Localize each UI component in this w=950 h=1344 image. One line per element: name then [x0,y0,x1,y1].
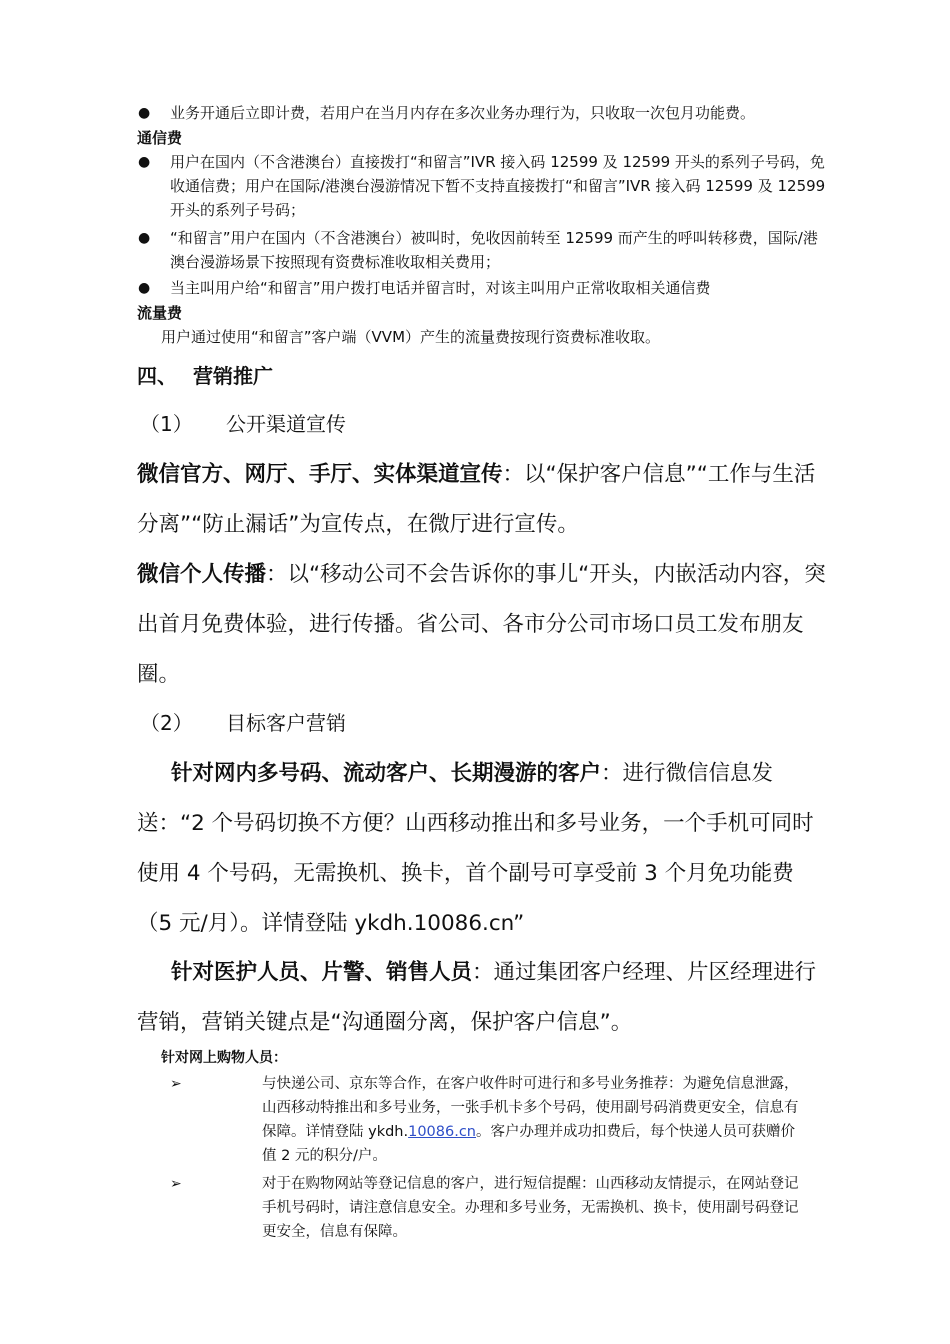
bullet-item [138,276,828,300]
bullet-text: 业务开通后立即计费，若用户在当月内存在多次业务办理行为，只收取一次包月功能费。 [170,104,756,122]
bullet-icon: ● [138,105,151,121]
subsection-number: （1） [140,412,193,436]
bullet-text: 用户在国内（不含港澳台）直接拨打“和留言”IVR 接入码 12599 及 12599 开头的系列子号码，免收通信费；用户在国际/港澳台漫游情况下暂不支持直接拨打“和留言”IVR 接入码 12599 及 12599 开头的系列子号码； [170,153,826,219]
section-number: 四、 [137,364,177,388]
subsection-number: （2） [140,711,193,735]
section-title: 营销推广 [193,364,273,388]
paragraph-lead: 微信官方、网厅、手厅、实体渠道宣传 [137,462,503,487]
arrow-bullet-text: 与快递公司、京东等合作，在客户收件时可进行和多号业务推荐：为避免信息泄露，山西移动特推出和多号业务，一张手机卡多个号码，使用副号码消费更安全，信息有保障。详情登陆 ykdh.10086.cn。客户办理并成功扣费后，每个快递人员可获赠价值 2 元的积分/户。 [262,1076,799,1164]
paragraph [137,749,827,949]
paragraph [137,948,827,1048]
subsection-heading [140,709,346,737]
comm-fee-heading: 通信费 [137,129,183,147]
website-link[interactable]: 10086.cn [408,1124,476,1140]
paragraph-lead: 针对医护人员、片警、销售人员 [171,960,473,985]
bullet-icon: ● [138,280,151,296]
paragraph-lead: 微信个人传播 [137,562,267,587]
bullet-item [138,150,828,222]
online-shopper-heading: 针对网上购物人员： [161,1050,287,1066]
bullet-icon: ● [138,230,151,246]
subsection-title: 公开渠道宣传 [226,412,346,436]
section-heading [137,362,273,390]
data-fee-text: 用户通过使用“和留言”客户端（VVM）产生的流量费按现行资费标准收取。 [161,328,661,346]
bullet-item [138,226,828,274]
bullet-icon: ● [138,154,151,170]
data-fee-heading: 流量费 [137,304,183,322]
subsection-title: 目标客户营销 [226,711,346,735]
bullet-item [138,101,828,125]
arrow-bullet-icon: ➢ [170,1076,182,1092]
paragraph [137,450,827,550]
arrow-bullet-icon: ➢ [170,1176,182,1192]
paragraph-text: ：以“移动公司不会告诉你的事儿“开头，内嵌活动内容，突出首月免费体验，进行传播。省公司、各市分公司市场口员工发布朋友圈。 [137,562,826,687]
paragraph-text: ：以“保护客户信息”“工作与生活分离”“防止漏话”为宣传点，在微厅进行宣传。 [137,462,816,537]
bullet-text: 当主叫用户给“和留言”用户拨打电话并留言时，对该主叫用户正常收取相关通信费 [170,279,711,297]
paragraph-text: ：通过集团客户经理、片区经理进行营销，营销关键点是“沟通圈分离，保护客户信息”。 [137,960,817,1035]
paragraph-text: ：进行微信信息发送：“2 个号码切换不方便？山西移动推出和多号业务，一个手机可同时使用 4 个号码，无需换机、换卡，首个副号可享受前 3 个月免功能费（5 元/月）。详情登陆 ykdh.10086.cn” [137,761,814,936]
paragraph [137,550,827,700]
paragraph-lead: 针对网内多号码、流动客户、长期漫游的客户 [171,761,602,786]
subsection-heading [140,410,346,438]
bullet-text: “和留言”用户在国内（不含港澳台）被叫时，免收因前转至 12599 而产生的呼叫转移费，国际/港澳台漫游场景下按照现有资费标准收取相关费用； [170,229,818,271]
arrow-bullet-text: 对于在购物网站等登记信息的客户，进行短信提醒：山西移动友情提示，在网站登记手机号码时，请注意信息安全。办理和多号业务，无需换机、换卡，使用副号码登记更安全，信息有保障。 [262,1176,799,1240]
